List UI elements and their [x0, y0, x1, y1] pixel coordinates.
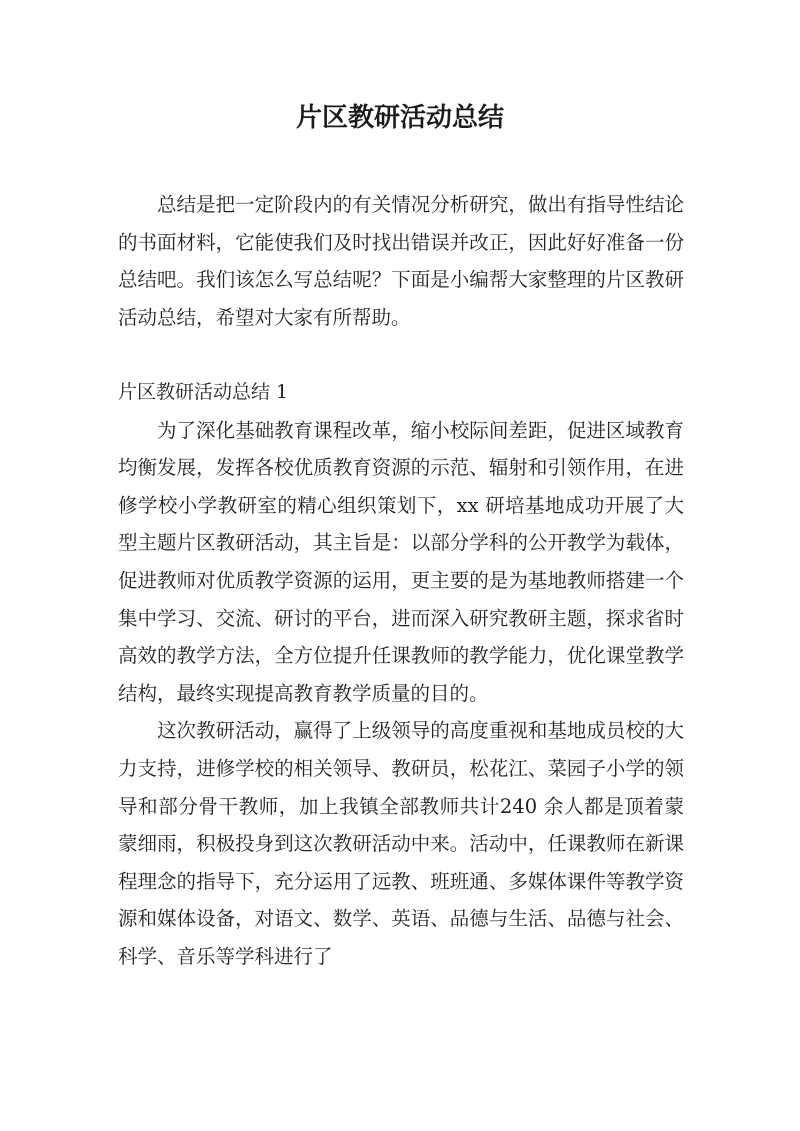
section-heading: 片区教研活动总结 1: [118, 380, 289, 403]
body-paragraph-2: 这次教研活动，赢得了上级领导的高度重视和基地成员校的大力支持，进修学校的相关领导、教研员，松花江、菜园子小学的领导和部分骨干教师，加上我镇全部教师共计240 余人都是顶着蒙蒙细雨，积极投身到这次教研活动中来。活动中，任课教师在新课程理念的指导下，充分运用了远教、班班通、多媒体课件等教学资源和媒体设备，对语文、数学、英语、品德与生活、品德与社会、科学、音乐等学科进行了: [118, 719, 684, 968]
document-title: 片区教研活动总结: [295, 103, 504, 133]
intro-paragraph: 总结是把一定阶段内的有关情况分析研究，做出有指导性结论的书面材料，它能使我们及时找出错误并改正，因此好好准备一份总结吧。我们该怎么写总结呢？下面是小编帮大家整理的片区教研活动总结，希望对大家有所帮助。: [118, 193, 684, 329]
body-paragraph-1: 为了深化基础教育课程改革，缩小校际间差距，促进区域教育均衡发展，发挥各校优质教育资源的示范、辐射和引领作用，在进修学校小学教研室的精心组织策划下，xx 研培基地成功开展了大型主题片区教研活动，其主旨是：以部分学科的公开教学为载体，促进教师对优质教学资源的运用，更主要的是为基地教师搭建一个集中学习、交流、研讨的平台，进而深入研究教研主题，探求省时高效的教学方法，全方位提升任课教师的教学能力，优化课堂教学结构，最终实现提高教育教学质量的目的。: [118, 418, 684, 705]
document-body: [118, 186, 684, 975]
